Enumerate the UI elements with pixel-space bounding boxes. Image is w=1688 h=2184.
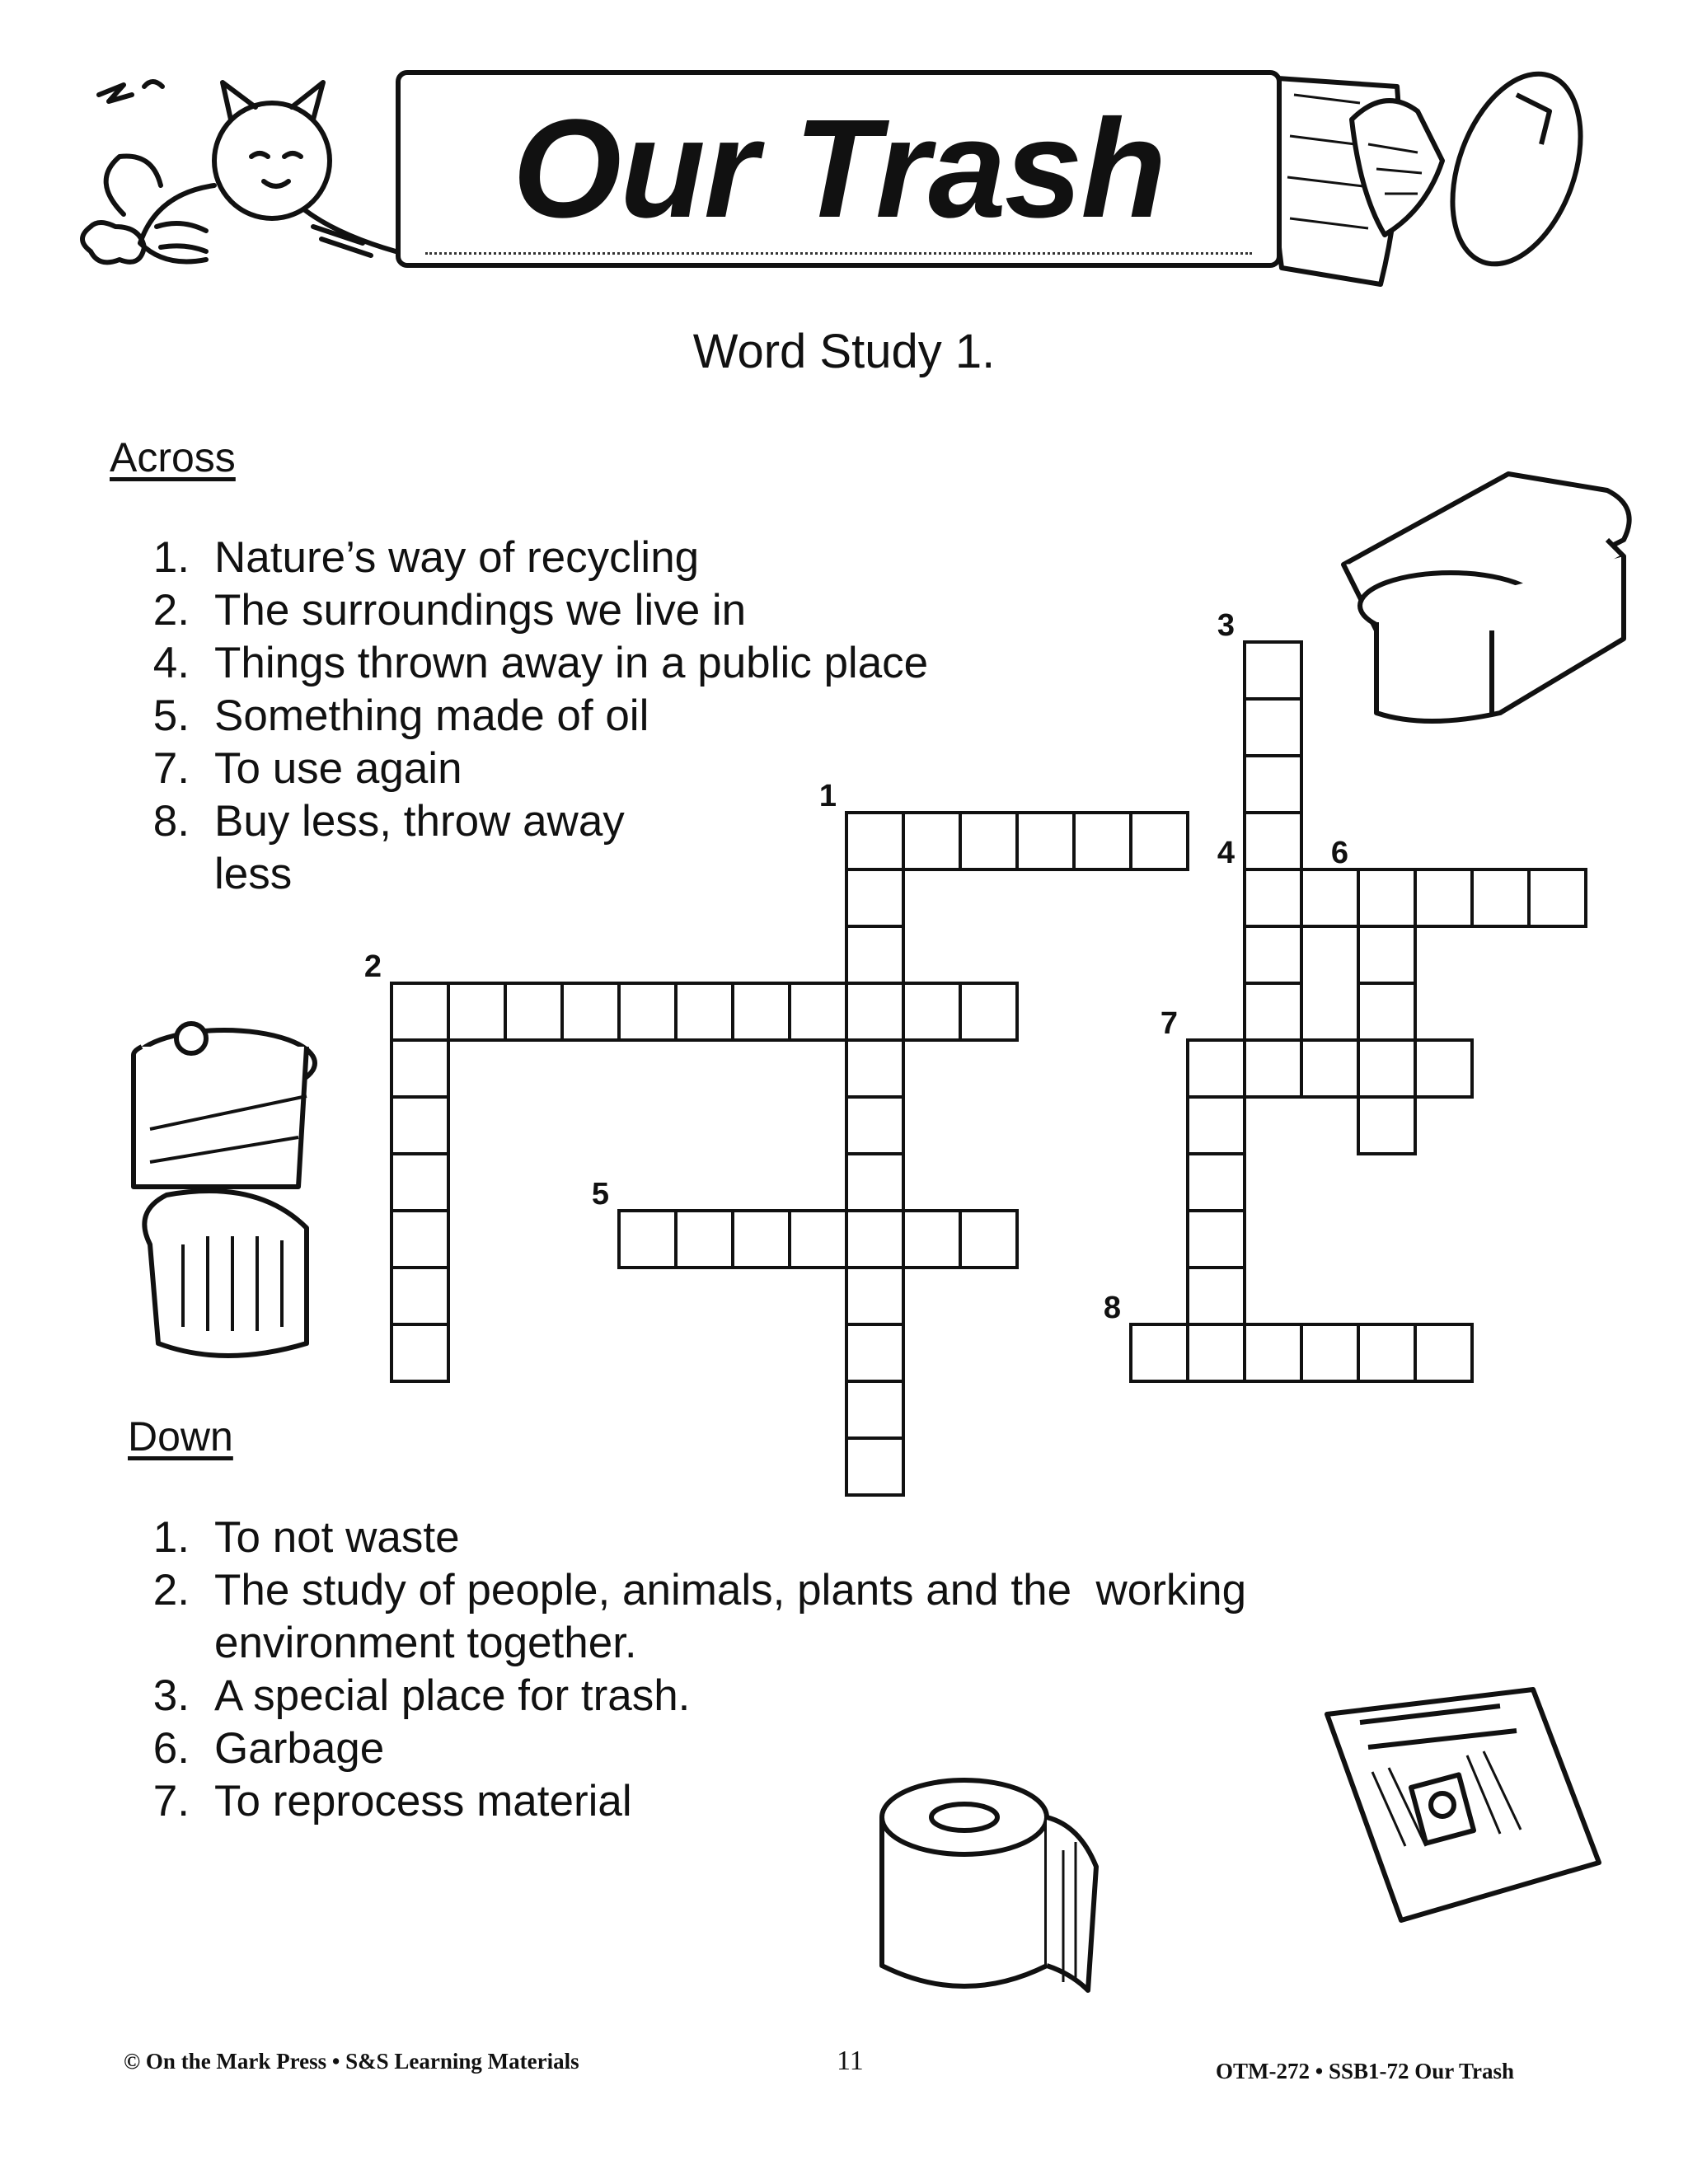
clue-text: Buy less, throw away xyxy=(214,797,625,846)
crossword-cell[interactable] xyxy=(1415,1324,1472,1381)
clue-number: 3. xyxy=(152,1671,190,1720)
crossword-cell[interactable] xyxy=(1245,926,1301,983)
crossword-cell[interactable] xyxy=(846,1211,903,1268)
crossword-cell[interactable] xyxy=(1358,1040,1415,1097)
footer-product-code: OTM-272 • SSB1-72 Our Trash xyxy=(1216,2059,1515,2083)
clue-number: 6. xyxy=(152,1724,190,1773)
crossword-clue-label: 8 xyxy=(1103,1291,1121,1325)
crossword-clue-label: 5 xyxy=(591,1177,609,1212)
crossword-cell[interactable] xyxy=(1188,1040,1245,1097)
crossword-cell[interactable] xyxy=(846,1438,903,1495)
crossword-cell[interactable] xyxy=(846,869,903,926)
crossword-cell[interactable] xyxy=(392,1097,448,1154)
across-clue xyxy=(109,743,928,795)
crossword-cell[interactable] xyxy=(392,1154,448,1211)
clue-text: To not waste xyxy=(214,1513,460,1562)
clue-text: Nature’s way of recycling xyxy=(214,533,700,582)
crossword-cell[interactable] xyxy=(1188,1154,1245,1211)
crossword-cell[interactable] xyxy=(1358,1324,1415,1381)
across-clue-list xyxy=(109,532,928,901)
crossword-cell[interactable] xyxy=(790,983,846,1040)
crossword-clue-label: 7 xyxy=(1160,1006,1178,1041)
clue-number: 5. xyxy=(152,691,190,740)
clue-text: The study of people, animals, plants and the working xyxy=(214,1566,1247,1615)
clue-number: 4. xyxy=(152,639,190,687)
across-clue xyxy=(109,584,928,637)
crossword-clue-label: 6 xyxy=(1330,836,1348,870)
crossword-cell[interactable] xyxy=(846,1381,903,1438)
crossword-cell[interactable] xyxy=(846,1040,903,1097)
crossword-cell[interactable] xyxy=(1131,813,1188,869)
crossword-cell[interactable] xyxy=(1188,1211,1245,1268)
crossword-cell[interactable] xyxy=(1529,869,1586,926)
across-heading: Across xyxy=(110,434,236,480)
page-number: 11 xyxy=(837,2046,864,2076)
crossword-cell[interactable] xyxy=(392,983,448,1040)
crossword-cell[interactable] xyxy=(960,983,1017,1040)
clue-text: Things thrown away in a public place xyxy=(214,639,929,687)
crossword-cell[interactable] xyxy=(1245,813,1301,869)
across-clue xyxy=(109,848,928,901)
clue-text: To use again xyxy=(214,744,462,793)
crossword-cell[interactable] xyxy=(1245,1040,1301,1097)
crossword-cell[interactable] xyxy=(619,1211,676,1268)
crossword-cell[interactable] xyxy=(846,926,903,983)
clue-number: 1. xyxy=(152,1513,190,1562)
crossword-cell[interactable] xyxy=(846,1097,903,1154)
clue-number xyxy=(109,848,214,901)
clue-text: less xyxy=(214,850,293,898)
crossword-cell[interactable] xyxy=(790,1211,846,1268)
crossword-clue-label: 3 xyxy=(1217,608,1235,643)
crossword-cell[interactable] xyxy=(960,813,1017,869)
crossword-cell[interactable] xyxy=(1415,869,1472,926)
crossword-cell[interactable] xyxy=(1074,813,1131,869)
across-clue xyxy=(109,690,928,743)
down-clue xyxy=(109,1617,1246,1670)
down-clue xyxy=(109,1722,1246,1775)
crossword-cell[interactable] xyxy=(903,1211,960,1268)
crossword-cell[interactable] xyxy=(846,1324,903,1381)
crossword-clue-label: 4 xyxy=(1217,836,1235,870)
crossword-cell[interactable] xyxy=(960,1211,1017,1268)
down-heading: Down xyxy=(128,1413,233,1460)
clue-number: 8. xyxy=(152,797,190,846)
clue-number: 2. xyxy=(152,586,190,635)
page-title: Our Trash xyxy=(512,91,1165,247)
subtitle: Word Study 1. xyxy=(692,325,996,378)
clue-text: Garbage xyxy=(214,1724,385,1773)
crossword-cell[interactable] xyxy=(1245,642,1301,699)
trash-can-icon xyxy=(1269,45,1591,293)
crossword-cell[interactable] xyxy=(846,1154,903,1211)
clue-text: Something made of oil xyxy=(214,691,649,740)
crossword-cell[interactable] xyxy=(1245,756,1301,813)
crossword-cell[interactable] xyxy=(1245,983,1301,1040)
crossword-cell[interactable] xyxy=(733,983,790,1040)
crossword-cell[interactable] xyxy=(1188,1324,1245,1381)
clue-number: 1. xyxy=(152,533,190,582)
crossword-cell[interactable] xyxy=(392,1211,448,1268)
across-clue xyxy=(109,795,928,848)
crossword-cell[interactable] xyxy=(846,1268,903,1324)
crossword-cell[interactable] xyxy=(1131,1324,1188,1381)
crossword-cell[interactable] xyxy=(1358,869,1415,926)
clue-number xyxy=(109,1617,214,1670)
crossword-cell[interactable] xyxy=(505,983,562,1040)
down-clue xyxy=(109,1511,1246,1564)
crossword-cell[interactable] xyxy=(903,983,960,1040)
crossword-cell[interactable] xyxy=(1301,1040,1358,1097)
crossword-cell[interactable] xyxy=(1301,869,1358,926)
crossword-cell[interactable] xyxy=(1245,699,1301,756)
crossword-cell[interactable] xyxy=(1301,1324,1358,1381)
across-clue xyxy=(109,637,928,690)
crossword-cell[interactable] xyxy=(562,983,619,1040)
newspaper-icon xyxy=(1311,1681,1607,1929)
crossword-cell[interactable] xyxy=(1188,1268,1245,1324)
crossword-cell[interactable] xyxy=(733,1211,790,1268)
footer-copyright: © On the Mark Press • S&S Learning Materials xyxy=(124,2049,579,2074)
crossword-cell[interactable] xyxy=(1358,926,1415,983)
crossword-cell[interactable] xyxy=(1472,869,1529,926)
crossword-clue-label: 1 xyxy=(818,779,837,813)
crossword-cell[interactable] xyxy=(1188,1097,1245,1154)
clue-text: To reprocess material xyxy=(214,1777,632,1825)
clue-text: The surroundings we live in xyxy=(214,586,747,635)
down-clue-list xyxy=(109,1511,1246,1828)
crossword-cell[interactable] xyxy=(392,1040,448,1097)
crossword-cell[interactable] xyxy=(846,813,903,869)
crushed-can-icon xyxy=(92,1014,340,1360)
down-clue xyxy=(109,1670,1246,1722)
clue-text: environment together. xyxy=(214,1619,637,1667)
crossword-cell[interactable] xyxy=(1415,1040,1472,1097)
across-clue xyxy=(109,532,928,584)
crossword-cell[interactable] xyxy=(1245,1324,1301,1381)
down-clue xyxy=(109,1564,1246,1617)
clue-number: 7. xyxy=(152,744,190,793)
crossword-cell[interactable] xyxy=(1358,1097,1415,1154)
crossword-cell[interactable] xyxy=(676,1211,733,1268)
lunch-box-icon xyxy=(1327,457,1648,729)
crossword-cell[interactable] xyxy=(448,983,505,1040)
crossword-cell[interactable] xyxy=(1017,813,1074,869)
sleeping-cat-icon xyxy=(66,62,412,293)
crossword-cell[interactable] xyxy=(619,983,676,1040)
crossword-cell[interactable] xyxy=(1245,869,1301,926)
clue-text: A special place for trash. xyxy=(214,1671,691,1720)
crossword-cell[interactable] xyxy=(903,813,960,869)
crossword-cell[interactable] xyxy=(676,983,733,1040)
crossword-cell[interactable] xyxy=(392,1324,448,1381)
crossword-cell[interactable] xyxy=(1358,983,1415,1040)
crossword-cell[interactable] xyxy=(846,983,903,1040)
crossword-cell[interactable] xyxy=(392,1268,448,1324)
clue-number: 2. xyxy=(152,1566,190,1615)
down-clue xyxy=(109,1775,1246,1828)
clue-number: 7. xyxy=(152,1777,190,1825)
crossword-clue-label: 2 xyxy=(363,949,382,984)
